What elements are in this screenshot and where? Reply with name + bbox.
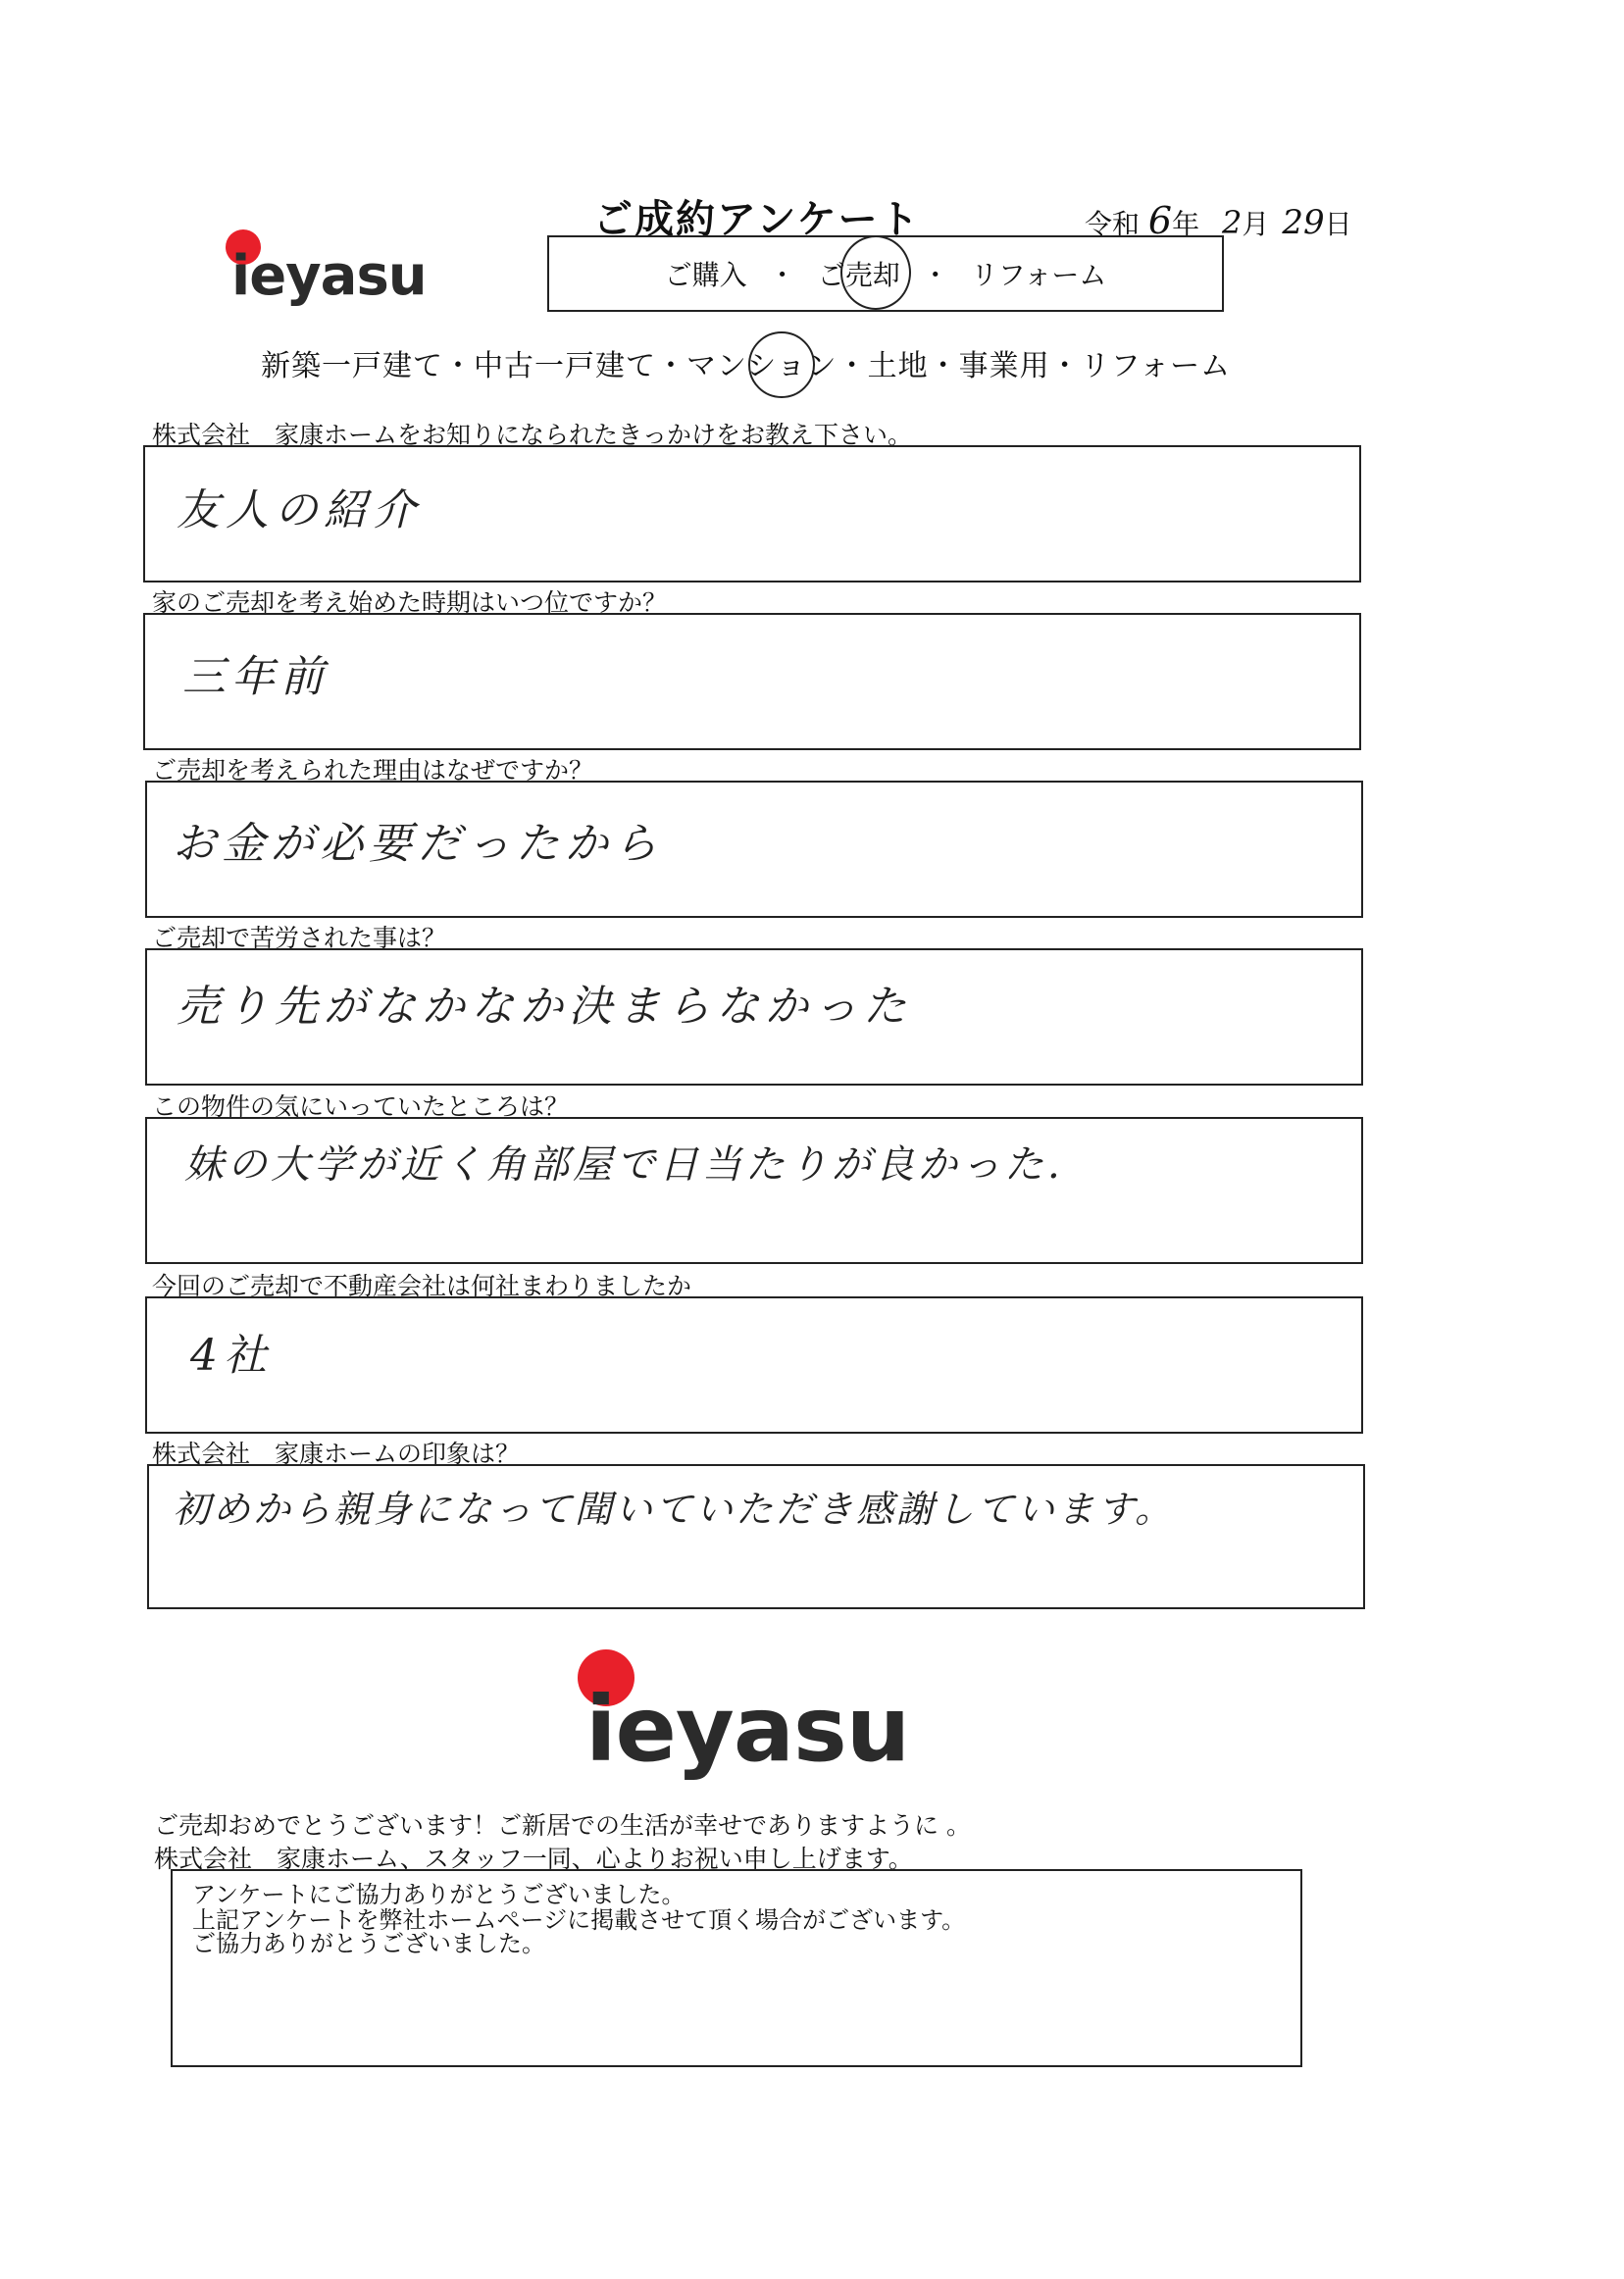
footer-logo-text: ieyasu xyxy=(585,1677,910,1782)
question-label-2: 家のご売却を考え始めた時期はいつ位ですか？ xyxy=(152,588,668,617)
date-era: 令和 xyxy=(1085,208,1141,240)
congrats-message: ご売却おめでとうございます！ご新居での生活が幸せでありますように 。 xyxy=(154,1811,971,1840)
date-month-unit: 月 xyxy=(1242,208,1270,240)
question-label-4: ご売却で苦労された事は？ xyxy=(152,924,447,952)
date-year-unit: 年 xyxy=(1172,208,1200,240)
date-day: 29 xyxy=(1282,203,1325,242)
thanks-line-3: ご協力ありがとうございました。 xyxy=(192,1930,545,1957)
date-day-unit: 日 xyxy=(1324,208,1352,240)
logo-text: ieyasu xyxy=(231,244,427,308)
answer-text-7: 初めから親身になって聞いていただき感謝しています。 xyxy=(173,1488,1175,1531)
option-reform[interactable]: リフォーム xyxy=(970,259,1107,291)
thanks-line-2: 上記アンケートを弊社ホームページに掲載させて頂く場合がございます。 xyxy=(192,1906,966,1934)
question-label-6: 今回のご売却で不動産会社は何社まわりましたか xyxy=(152,1272,692,1300)
staff-message: 株式会社 家康ホーム、スタッフ一同、心よりお祝い申し上げます。 xyxy=(154,1845,913,1873)
question-label-5: この物件の気にいっていたところは？ xyxy=(152,1092,570,1121)
selected-sale-circle xyxy=(840,235,911,310)
question-label-3: ご売却を考えられた理由はなぜですか？ xyxy=(152,756,594,785)
answer-text-4: 売り先がなかなか決まらなかった xyxy=(177,982,912,1032)
option-sale[interactable]: ご売却 xyxy=(817,259,900,291)
thanks-line-1: アンケートにご協力ありがとうございました。 xyxy=(192,1881,685,1908)
question-label-1: 株式会社 家康ホームをお知りになられたきっかけをお教え下さい。 xyxy=(152,421,913,449)
footer-logo xyxy=(574,1647,910,1790)
answer-text-1: 友人の紹介 xyxy=(177,485,422,535)
company-logo xyxy=(224,228,430,306)
answer-text-5: 妹の大学が近く角部屋で日当たりが良かった. xyxy=(184,1142,1064,1188)
date-month: 2 xyxy=(1222,204,1243,241)
page-title: ご成約アンケート xyxy=(593,197,921,242)
property-types[interactable]: 新築一戸建て・中古一戸建て・マンション・土地・事業用・リフォーム xyxy=(261,349,1232,383)
answer-text-2: 三年前 xyxy=(182,652,330,702)
question-label-7: 株式会社 家康ホームの印象は？ xyxy=(152,1440,521,1468)
separator: ・ xyxy=(768,259,796,291)
thanks-box xyxy=(171,1869,1302,2067)
answer-box-6[interactable] xyxy=(145,1296,1363,1434)
separator: ・ xyxy=(921,259,949,291)
answer-text-3: お金が必要だったから xyxy=(173,819,663,869)
answer-text-6: 4社 xyxy=(190,1331,273,1381)
option-purchase[interactable]: ご購入 xyxy=(664,259,747,291)
selected-mansion-circle xyxy=(748,331,815,398)
date-year: 6 xyxy=(1147,199,1173,242)
